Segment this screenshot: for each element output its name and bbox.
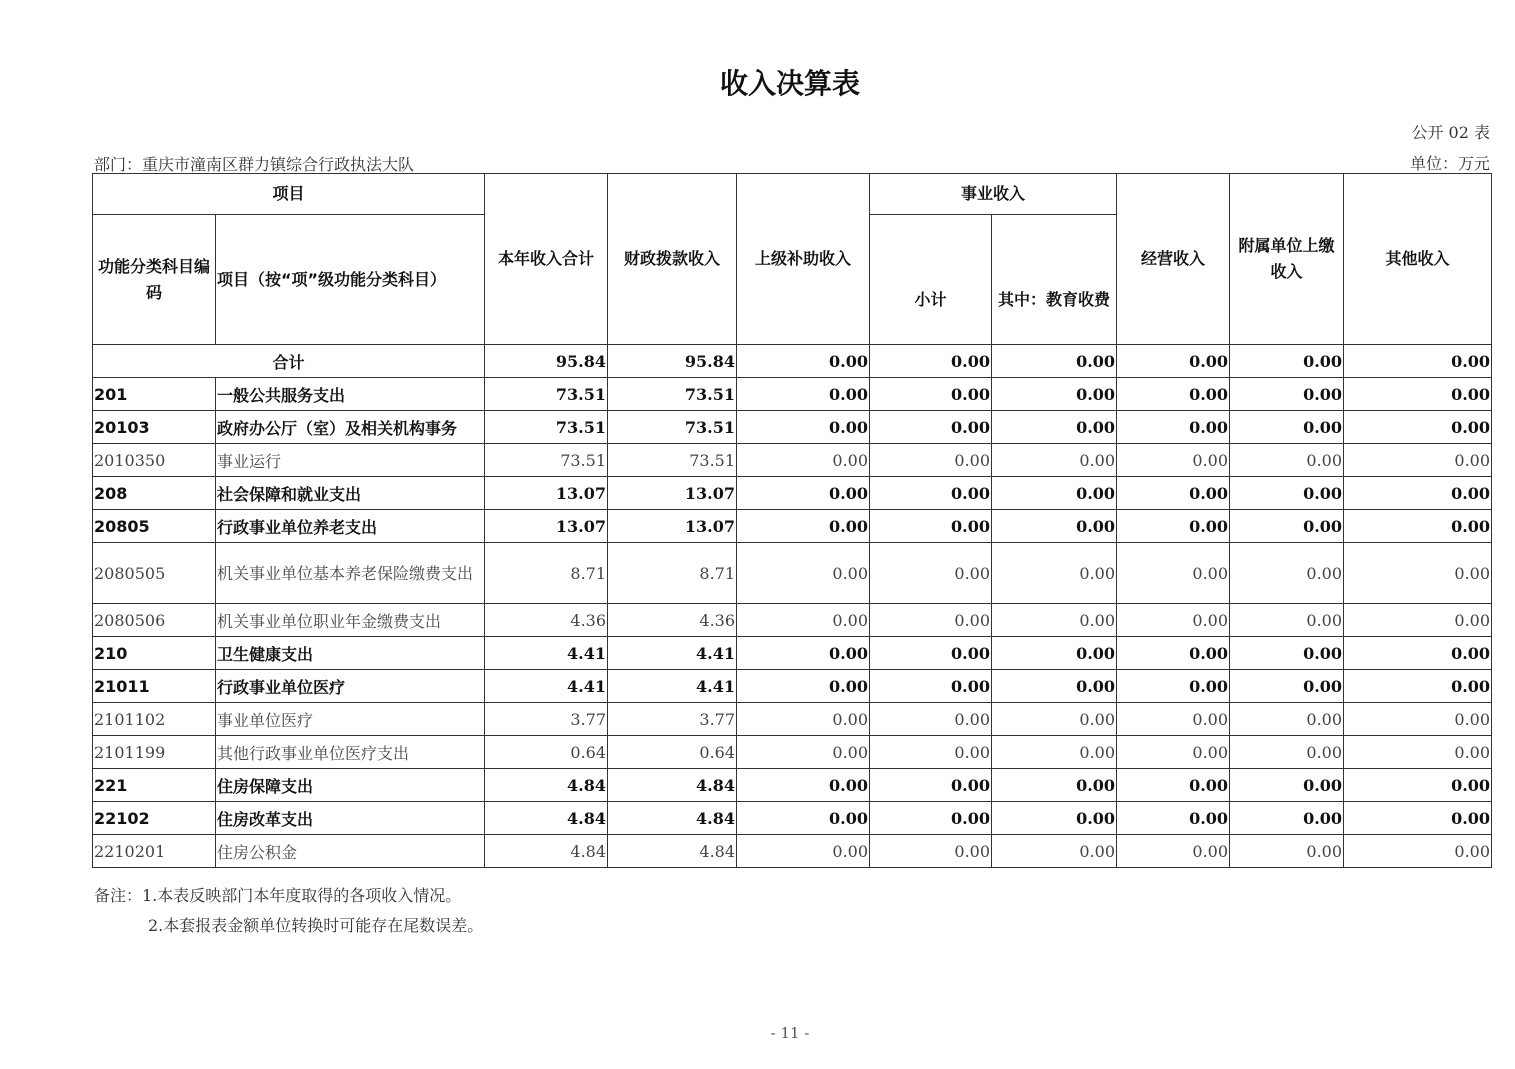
header-project: 项目 [93, 174, 485, 215]
total-value: 0.00 [737, 345, 870, 378]
header-education-fee: 其中：教育收费 [992, 215, 1117, 345]
row-value: 4.84 [608, 802, 737, 835]
row-value: 0.00 [737, 604, 870, 637]
row-value: 13.07 [485, 510, 608, 543]
row-value: 0.00 [870, 477, 992, 510]
table-row [93, 670, 1492, 703]
row-value: 0.00 [1230, 703, 1344, 736]
form-id: 公开 02 表 [1411, 123, 1490, 142]
row-value: 0.00 [1117, 543, 1230, 604]
row-value: 0.00 [1117, 378, 1230, 411]
row-value: 0.00 [1230, 835, 1344, 868]
row-value: 0.00 [1230, 736, 1344, 769]
row-value: 0.64 [608, 736, 737, 769]
row-name: 住房公积金 [216, 835, 485, 868]
row-value: 0.00 [992, 835, 1117, 868]
row-code: 2080506 [93, 604, 216, 637]
row-value: 73.51 [608, 411, 737, 444]
row-value: 0.00 [1344, 637, 1492, 670]
row-value: 0.00 [737, 543, 870, 604]
row-value: 0.00 [992, 444, 1117, 477]
note-line: 备注：1.本表反映部门本年度取得的各项收入情况。 [94, 886, 462, 905]
row-value: 0.00 [992, 703, 1117, 736]
row-name: 政府办公厅（室）及相关机构事务 [216, 411, 485, 444]
row-value: 0.00 [737, 736, 870, 769]
row-value: 0.00 [870, 604, 992, 637]
row-value: 73.51 [485, 444, 608, 477]
row-code: 221 [93, 769, 216, 802]
row-code: 201 [93, 378, 216, 411]
row-code: 2101102 [93, 703, 216, 736]
row-value: 0.00 [1230, 411, 1344, 444]
table-row [93, 835, 1492, 868]
header-superior-subsidy: 上级补助收入 [737, 174, 870, 345]
row-value: 13.07 [608, 477, 737, 510]
row-code: 2010350 [93, 444, 216, 477]
row-value: 8.71 [608, 543, 737, 604]
row-value: 4.84 [608, 769, 737, 802]
row-code: 208 [93, 477, 216, 510]
row-value: 0.00 [870, 444, 992, 477]
row-value: 0.00 [992, 604, 1117, 637]
row-value: 0.00 [870, 637, 992, 670]
row-value: 73.51 [608, 444, 737, 477]
row-value: 0.00 [737, 703, 870, 736]
row-code: 2080505 [93, 543, 216, 604]
total-value: 0.00 [1344, 345, 1492, 378]
notes [94, 881, 483, 941]
table-row [93, 543, 1492, 604]
row-value: 0.00 [1230, 637, 1344, 670]
row-value: 0.00 [1117, 769, 1230, 802]
row-value: 0.00 [737, 510, 870, 543]
row-name: 住房保障支出 [216, 769, 485, 802]
row-value: 0.00 [1117, 736, 1230, 769]
total-value: 0.00 [1117, 345, 1230, 378]
row-value: 0.00 [1344, 510, 1492, 543]
row-value: 0.00 [992, 736, 1117, 769]
row-value: 0.00 [1344, 670, 1492, 703]
row-value: 0.00 [1344, 543, 1492, 604]
table-row [93, 444, 1492, 477]
total-value: 0.00 [992, 345, 1117, 378]
total-label: 合计 [93, 345, 485, 378]
row-value: 73.51 [608, 378, 737, 411]
row-value: 0.00 [992, 769, 1117, 802]
row-value: 0.00 [737, 378, 870, 411]
row-name: 卫生健康支出 [216, 637, 485, 670]
row-value: 0.00 [1230, 604, 1344, 637]
row-value: 0.00 [737, 802, 870, 835]
header-func-code: 功能分类科目编码 [93, 215, 216, 345]
row-value: 73.51 [485, 411, 608, 444]
department-label: 部门：重庆市潼南区群力镇综合行政执法大队 [94, 155, 415, 174]
table-row [93, 703, 1492, 736]
row-value: 13.07 [485, 477, 608, 510]
row-value: 0.00 [1230, 378, 1344, 411]
row-value: 0.00 [1230, 769, 1344, 802]
header-subtotal: 小计 [870, 215, 992, 345]
header-project-name: 项目（按“项”级功能分类科目） [216, 215, 485, 345]
report-title: 收入决算表 [719, 67, 860, 100]
row-value: 0.00 [870, 769, 992, 802]
row-value: 0.00 [992, 510, 1117, 543]
row-value: 4.41 [485, 670, 608, 703]
row-value: 0.00 [870, 543, 992, 604]
row-value: 0.00 [1344, 769, 1492, 802]
row-name: 其他行政事业单位医疗支出 [216, 736, 485, 769]
row-value: 4.36 [485, 604, 608, 637]
row-value: 0.00 [870, 703, 992, 736]
row-value: 0.00 [1344, 378, 1492, 411]
row-value: 0.00 [1344, 477, 1492, 510]
row-value: 4.41 [608, 637, 737, 670]
row-value: 0.00 [1230, 444, 1344, 477]
row-value: 0.00 [870, 510, 992, 543]
total-value: 95.84 [485, 345, 608, 378]
row-value: 0.00 [870, 378, 992, 411]
row-name: 住房改革支出 [216, 802, 485, 835]
total-value: 0.00 [1230, 345, 1344, 378]
row-value: 0.00 [992, 477, 1117, 510]
row-value: 0.00 [992, 378, 1117, 411]
row-value: 0.00 [992, 670, 1117, 703]
row-value: 0.00 [870, 670, 992, 703]
row-value: 0.00 [1117, 604, 1230, 637]
row-value: 4.41 [485, 637, 608, 670]
income-table [92, 173, 1492, 868]
row-value: 0.00 [1117, 703, 1230, 736]
row-value: 4.36 [608, 604, 737, 637]
row-name: 机关事业单位职业年金缴费支出 [216, 604, 485, 637]
table-row [93, 378, 1492, 411]
row-value: 3.77 [485, 703, 608, 736]
row-value: 0.00 [1230, 543, 1344, 604]
table-row [93, 736, 1492, 769]
row-code: 210 [93, 637, 216, 670]
row-value: 0.00 [737, 477, 870, 510]
row-value: 0.00 [1117, 637, 1230, 670]
row-value: 0.64 [485, 736, 608, 769]
row-value: 0.00 [1117, 835, 1230, 868]
row-value: 0.00 [1344, 802, 1492, 835]
row-value: 0.00 [870, 411, 992, 444]
row-value: 4.84 [485, 835, 608, 868]
row-value: 0.00 [992, 543, 1117, 604]
row-value: 0.00 [1117, 444, 1230, 477]
row-value: 0.00 [1117, 477, 1230, 510]
row-value: 0.00 [1344, 835, 1492, 868]
row-value: 0.00 [870, 835, 992, 868]
row-value: 0.00 [1230, 802, 1344, 835]
row-value: 0.00 [870, 802, 992, 835]
row-name: 一般公共服务支出 [216, 378, 485, 411]
table-row [93, 604, 1492, 637]
header-business-income: 事业收入 [870, 174, 1117, 215]
row-value: 0.00 [1230, 477, 1344, 510]
header-other: 其他收入 [1344, 174, 1492, 345]
row-value: 73.51 [485, 378, 608, 411]
row-name: 行政事业单位医疗 [216, 670, 485, 703]
row-value: 0.00 [1344, 444, 1492, 477]
header-affiliated: 附属单位上缴收入 [1230, 174, 1344, 345]
row-value: 4.84 [485, 769, 608, 802]
row-name: 事业单位医疗 [216, 703, 485, 736]
total-value: 0.00 [870, 345, 992, 378]
row-value: 4.41 [608, 670, 737, 703]
row-value: 0.00 [992, 411, 1117, 444]
row-value: 8.71 [485, 543, 608, 604]
row-value: 4.84 [485, 802, 608, 835]
row-value: 0.00 [737, 670, 870, 703]
header-fiscal: 财政拨款收入 [608, 174, 737, 345]
table-row [93, 637, 1492, 670]
row-value: 4.84 [608, 835, 737, 868]
table-row [93, 510, 1492, 543]
row-value: 13.07 [608, 510, 737, 543]
page-number: - 11 - [770, 1024, 810, 1042]
row-value: 0.00 [737, 444, 870, 477]
row-value: 0.00 [737, 411, 870, 444]
row-value: 3.77 [608, 703, 737, 736]
row-value: 0.00 [1344, 703, 1492, 736]
row-value: 0.00 [737, 835, 870, 868]
row-value: 0.00 [737, 637, 870, 670]
row-value: 0.00 [1344, 736, 1492, 769]
row-code: 20805 [93, 510, 216, 543]
unit-label: 单位：万元 [1409, 154, 1490, 173]
row-code: 21011 [93, 670, 216, 703]
row-name: 机关事业单位基本养老保险缴费支出 [216, 543, 485, 604]
row-code: 2101199 [93, 736, 216, 769]
row-code: 20103 [93, 411, 216, 444]
row-value: 0.00 [1344, 604, 1492, 637]
row-name: 行政事业单位养老支出 [216, 510, 485, 543]
row-value: 0.00 [1117, 802, 1230, 835]
row-value: 0.00 [992, 637, 1117, 670]
header-total-income: 本年收入合计 [485, 174, 608, 345]
table-row [93, 802, 1492, 835]
row-value: 0.00 [870, 736, 992, 769]
row-name: 社会保障和就业支出 [216, 477, 485, 510]
row-value: 0.00 [992, 802, 1117, 835]
row-value: 0.00 [1230, 670, 1344, 703]
total-value: 95.84 [608, 345, 737, 378]
row-value: 0.00 [1117, 510, 1230, 543]
header-operating: 经营收入 [1117, 174, 1230, 345]
total-row [93, 345, 1492, 378]
row-value: 0.00 [1344, 411, 1492, 444]
row-value: 0.00 [1230, 510, 1344, 543]
row-value: 0.00 [1117, 670, 1230, 703]
row-code: 2210201 [93, 835, 216, 868]
table-row [93, 477, 1492, 510]
row-value: 0.00 [737, 769, 870, 802]
row-code: 22102 [93, 802, 216, 835]
row-value: 0.00 [1117, 411, 1230, 444]
row-name: 事业运行 [216, 444, 485, 477]
table-row [93, 769, 1492, 802]
table-row [93, 411, 1492, 444]
note-line: 2.本套报表金额单位转换时可能存在尾数误差。 [148, 916, 484, 935]
